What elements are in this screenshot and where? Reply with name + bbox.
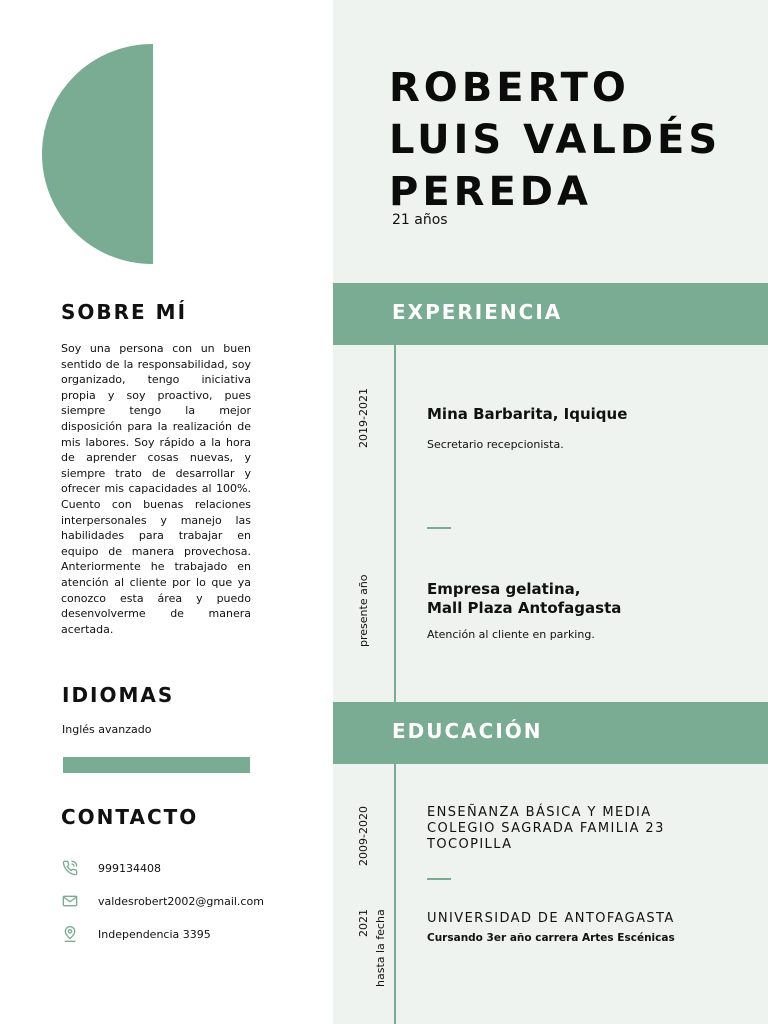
contact-address: Independencia 3395	[98, 927, 211, 941]
experience-title-2-line-2: Mall Plaza Antofagasta	[427, 599, 622, 617]
person-name	[389, 62, 721, 218]
education-entry-2-sub: Cursando 3er año carrera Artes Escénicas	[427, 932, 675, 944]
name-line-3: PEREDA	[389, 169, 592, 215]
education-date-2: 2021	[357, 909, 370, 937]
name-line-2: LUIS VALDÉS	[389, 117, 722, 163]
experience-desc-2: Atención al cliente en parking.	[427, 628, 595, 641]
education-date-2-sub: hasta la fecha	[374, 909, 387, 987]
mail-icon	[61, 892, 79, 910]
education-title: EDUCACIÓN	[392, 719, 543, 743]
experience-desc-1: Secretario recepcionista.	[427, 438, 564, 451]
contact-address-row	[61, 924, 211, 944]
phone-icon	[61, 859, 79, 877]
contact-title: CONTACTO	[61, 805, 199, 829]
language-item: Inglés avanzado	[62, 723, 152, 736]
experience-date-1: 2019-2021	[357, 388, 370, 448]
location-pin-icon	[61, 925, 79, 943]
education-header	[333, 702, 768, 764]
education-entry-1-line-1: ENSEÑANZA BÁSICA Y MEDIA	[427, 805, 652, 820]
about-title: SOBRE MÍ	[61, 300, 188, 324]
name-line-1: ROBERTO	[389, 65, 630, 111]
about-text: Soy una persona con un buen sentido de la responsabilidad, soy organizado, tengo iniciativa propia y soy proactivo, pues siempre tengo la mejor disposición para la realización de mis labores. Soy rápido a la hora de aprender cosas nuevas, y siempre trato de desarrollar y ofrecer mis capacidades al 100%. Cuento con buenas relaciones interpersonales y manejo las habilidades para trabajar en equipo de manera provechosa. Anteriormente he trabajado en atención al cliente por lo que ya conozco esta área y puedo desenvolverme de manera acertada.	[61, 342, 251, 636]
contact-email-row	[61, 891, 264, 911]
education-entry-1	[427, 805, 665, 853]
experience-separator	[427, 527, 451, 529]
experience-title-2	[427, 580, 621, 618]
left-column	[0, 0, 333, 1024]
languages-title: IDIOMAS	[62, 683, 175, 707]
experience-title-1: Mina Barbarita, Iquique	[427, 405, 628, 423]
language-level-bar	[63, 757, 250, 773]
experience-header	[333, 283, 768, 345]
education-timeline-line	[394, 764, 396, 1024]
education-date-1: 2009-2020	[357, 806, 370, 866]
experience-date-2: presente año	[357, 574, 370, 647]
contact-email[interactable]: valdesrobert2002@gmail.com	[98, 894, 264, 908]
education-separator	[427, 878, 451, 880]
experience-title-2-line-1: Empresa gelatina,	[427, 580, 581, 598]
contact-phone[interactable]: 999134408	[98, 861, 161, 875]
person-age: 21 años	[392, 212, 448, 228]
decorative-half-circle	[42, 44, 153, 264]
experience-title: EXPERIENCIA	[392, 300, 563, 324]
education-entry-1-line-3: TOCOPILLA	[427, 837, 513, 852]
education-entry-2-title: UNIVERSIDAD DE ANTOFAGASTA	[427, 911, 675, 926]
education-entry-1-line-2: COLEGIO SAGRADA FAMILIA 23	[427, 821, 665, 836]
experience-timeline-line	[394, 345, 396, 702]
contact-phone-row	[61, 858, 161, 878]
